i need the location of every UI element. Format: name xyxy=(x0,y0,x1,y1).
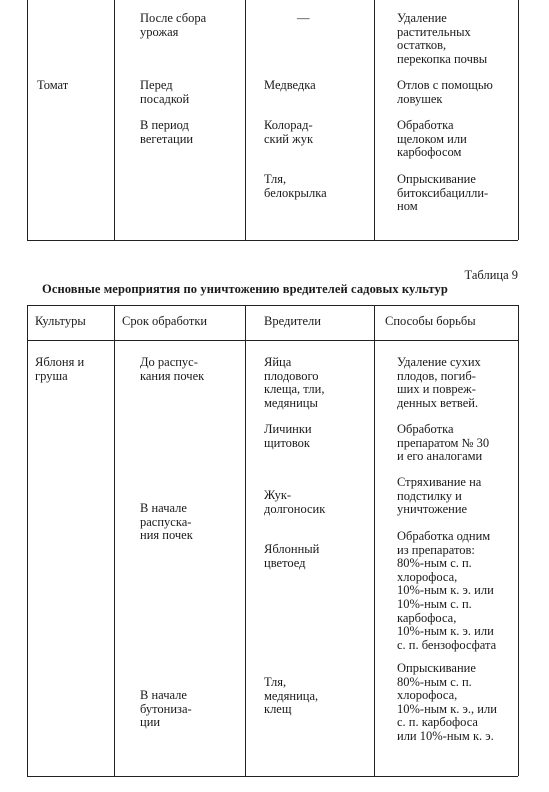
method-cell: Отлов с помощью ловушек xyxy=(397,78,493,106)
period-cell: В начале распуска- ния почек xyxy=(140,501,193,543)
pest-cell: Яблонный цветоед xyxy=(264,542,320,570)
top-table-divider-2 xyxy=(245,0,246,240)
pest-cell: Жук- долгоносик xyxy=(264,488,326,516)
period-cell: В начале бутониза- ции xyxy=(140,688,192,730)
table-border-right xyxy=(518,305,519,776)
table-label: Таблица 9 xyxy=(464,268,518,282)
period-cell: После сбора урожая xyxy=(140,11,207,39)
method-cell: Обработка препаратом № 30 и его аналогами xyxy=(397,422,490,464)
period-cell: Перед посадкой xyxy=(140,78,190,106)
method-cell: Удаление сухих плодов, погиб- ших и повреж- денных ветвей. xyxy=(397,355,481,410)
table-top-rule xyxy=(27,305,518,306)
period-cell: До распус- кания почек xyxy=(140,355,205,383)
period-cell: В период вегетации xyxy=(140,118,194,146)
table-divider-1 xyxy=(114,305,115,776)
top-table-border-right xyxy=(518,0,519,240)
crop-cell: Яблоня и груша xyxy=(35,355,85,383)
method-cell: Обработка щелоком или карбофосом xyxy=(397,118,467,160)
table-header-rule xyxy=(27,340,518,341)
method-cell: Удаление растительных остатков, перекопка почвы xyxy=(397,11,488,66)
table-divider-2 xyxy=(245,305,246,776)
table-border-left xyxy=(27,305,28,776)
table-bottom-rule xyxy=(27,776,518,777)
method-cell: Опрыскивание 80%-ным с. п. хлорофоса, 10%-ным к. э., или с. п. карбофоса или 10%-ным к. э. xyxy=(397,661,497,743)
pest-cell: Яйца плодового клеща, тли, медяницы xyxy=(264,355,325,410)
column-header: Вредители xyxy=(264,314,321,328)
pest-cell: Личинки щитовок xyxy=(264,422,312,450)
top-table-divider-1 xyxy=(114,0,115,240)
method-cell: Стряхивание на подстилку и уничтожение xyxy=(397,475,482,517)
method-cell: Обработка одним из препаратов: 80%-ным с. п. хлорофоса, 10%-ным к. э. или 10%-ным с. п. карбофоса, 10%-ным к. э. или с. п. бензофосфата xyxy=(397,529,497,652)
method-cell: Опрыскивание битоксибацилли- ном xyxy=(397,172,489,214)
pest-cell: Тля, белокрылка xyxy=(264,172,327,200)
pest-cell: — xyxy=(297,11,310,25)
table-title: Основные мероприятия по уничтожению вредителей садовых культур xyxy=(42,282,448,296)
column-header: Срок обработки xyxy=(122,314,208,328)
column-header: Культуры xyxy=(35,314,86,328)
top-table-bottom-rule xyxy=(27,240,518,241)
pest-cell: Тля, медяница, клещ xyxy=(264,675,319,717)
pest-cell: Колорад- ский жук xyxy=(264,118,314,146)
crop-cell: Томат xyxy=(37,78,69,92)
table-divider-3 xyxy=(374,305,375,776)
column-header: Способы борьбы xyxy=(385,314,476,328)
pest-cell: Медведка xyxy=(264,78,316,92)
top-table-border-left xyxy=(27,0,28,240)
top-table-divider-3 xyxy=(374,0,375,240)
